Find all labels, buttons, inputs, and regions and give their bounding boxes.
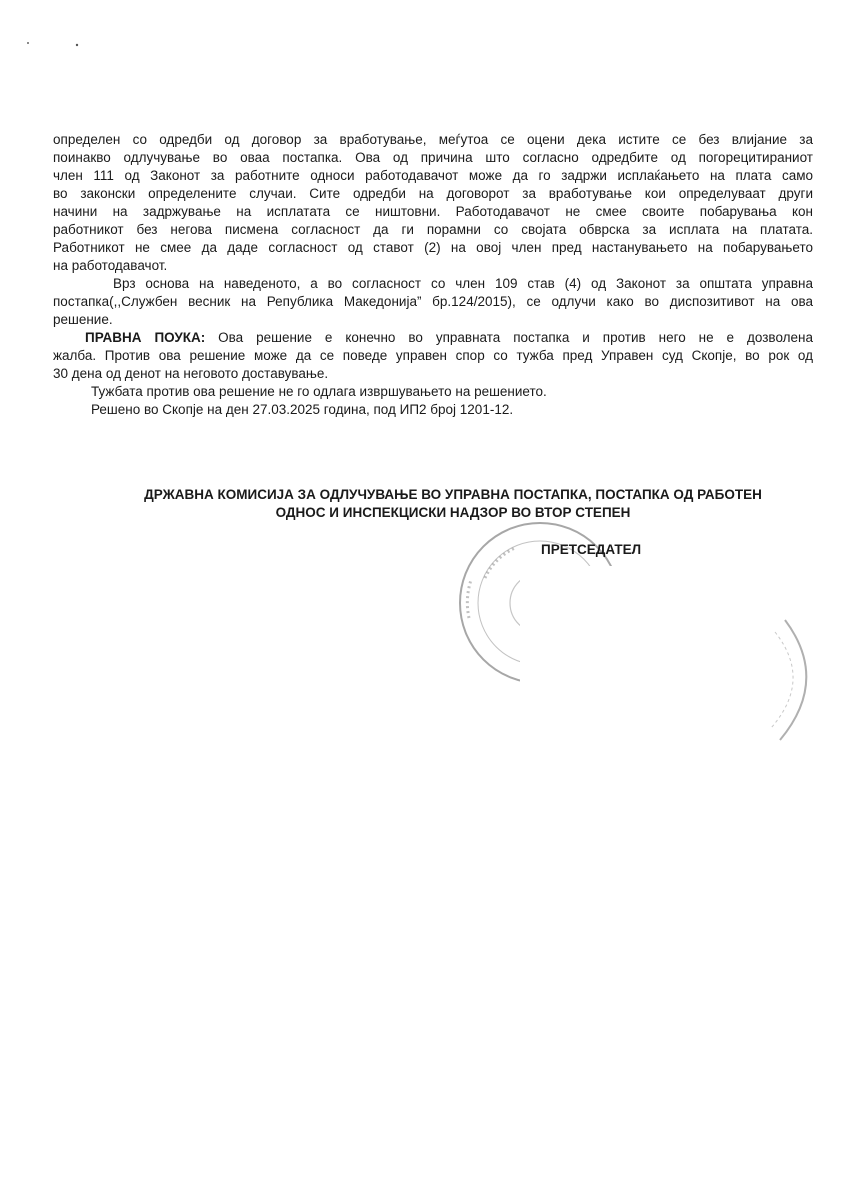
legal-notice-line: [53, 329, 813, 347]
body-line: определен со одредби од договор за вработување, меѓутоа се оцени дека истите се без влијание за: [53, 132, 813, 147]
body-line: во законски определените случаи. Сите одредби на договорот за вработување кои определуваат други: [53, 186, 813, 201]
issuing-authority: [53, 486, 853, 522]
body-line: Работникот не смее да даде согласност од ставот (2) на овој член пред настанувањето на побарувањето: [53, 240, 813, 255]
legal-notice-line: жалба. Против ова решение може да се поведе управен спор со тужба пред Управен суд Скопје, во рок од: [53, 348, 813, 363]
body-line: член 111 од Законот за работните односи работодавачот може да го задржи исплаќањето на плата само: [53, 168, 813, 183]
basis-line: решение.: [53, 312, 113, 327]
authority-line: ОДНОС И ИНСПЕКЦИСКИ НАДЗОР ВО ВТОР СТЕПЕН: [275, 505, 631, 520]
legal-notice-label: ПРАВНА ПОУКА:: [85, 330, 206, 345]
body-line: на работодавачот.: [53, 258, 168, 273]
document-body: [53, 131, 813, 419]
body-line: начини на задржување на исплатата се ништовни. Работодавачот не смее своите побарувања кон: [53, 204, 813, 219]
legal-notice-text: Ова решение е конечно во управната постапка и против него не е дозволена: [205, 330, 813, 345]
body-line: работникот без негова писмена согласност да ги порамни со својата обврска за исплата на платата.: [53, 222, 813, 237]
scan-specks: [25, 38, 85, 50]
decided-line: Решено во Скопје на ден 27.03.2025 година, под ИП2 број 1201-12.: [91, 402, 514, 417]
lawsuit-line: Тужбата против ова решение не го одлага извршувањето на решението.: [91, 384, 547, 399]
redacted-signature-area: [520, 566, 690, 706]
president-title: ПРЕТСЕДАТЕЛ: [541, 542, 642, 557]
basis-line: постапка(,,Службен весник на Република Македонија” бр.124/2015), се одлучи како во диспозитивот на ова: [53, 294, 813, 309]
legal-notice-line: 30 дена од денот на неговото доставување.: [53, 366, 329, 381]
authority-line: ДРЖАВНА КОМИСИЈА ЗА ОДЛУЧУВАЊЕ ВО УПРАВНА ПОСТАПКА, ПОСТАПКА ОД РАБОТЕН: [144, 487, 762, 502]
basis-line: Врз основа на наведеното, а во согласност со член 109 став (4) од Законот за општата управна: [113, 276, 813, 291]
body-line: поинакво одлучување во оваа постапка. Ова од причина што согласно одредбите од погорецитираниот: [53, 150, 813, 165]
